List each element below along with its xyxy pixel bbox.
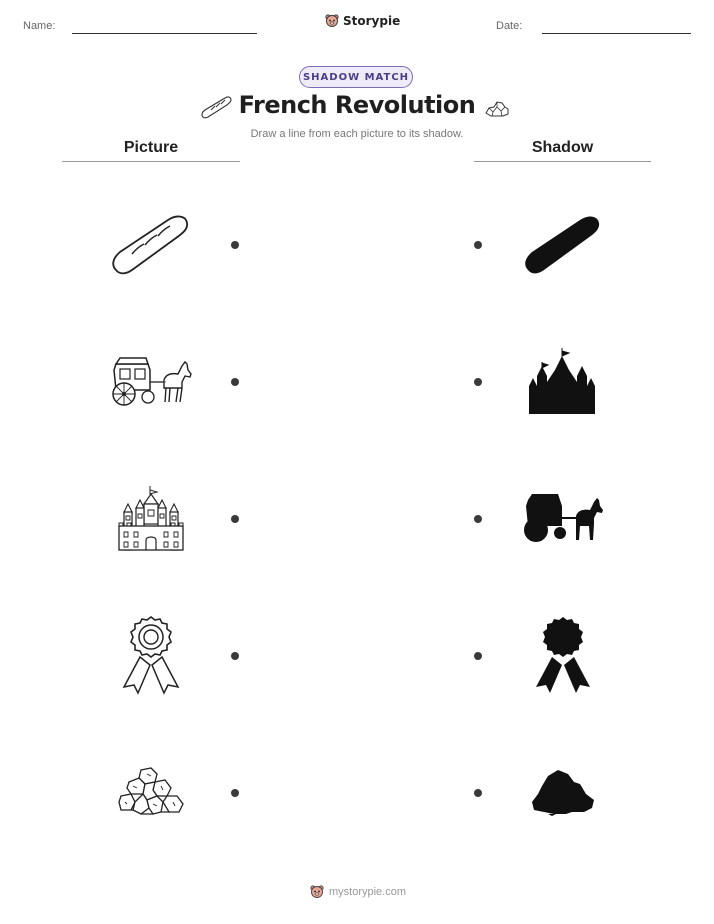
castle-shadow-icon [527, 348, 597, 416]
picture-column-divider [62, 161, 240, 162]
baguette-icon [110, 212, 190, 278]
rock-pile-decor-icon [483, 96, 511, 118]
baguette-shadow-icon [522, 212, 602, 278]
shadow-column-heading: Shadow [531, 139, 594, 156]
brand-logo [324, 13, 400, 29]
name-label: Name: [23, 20, 56, 32]
shadow-match-dot[interactable] [474, 789, 482, 797]
picture-match-dot[interactable] [231, 515, 239, 523]
horse-carriage-shadow-icon [520, 488, 606, 546]
rock-pile-icon [117, 766, 185, 818]
shadow-column-divider [474, 161, 651, 162]
award-ribbon-shadow-icon [532, 615, 594, 695]
picture-match-dot[interactable] [231, 378, 239, 386]
worksheet-type-badge: SHADOW MATCH [299, 66, 413, 88]
rock-pile-shadow-icon [528, 768, 596, 818]
shadow-match-dot[interactable] [474, 241, 482, 249]
footer [309, 884, 406, 900]
shadow-match-dot[interactable] [474, 515, 482, 523]
picture-match-dot[interactable] [231, 789, 239, 797]
page-title: French Revolution [238, 91, 476, 119]
instructions: Draw a line from each picture to its shadow. [250, 128, 464, 140]
date-field[interactable] [542, 33, 691, 34]
footer-site-link[interactable]: mystorypie.com [329, 886, 407, 898]
name-field[interactable] [72, 33, 257, 34]
date-label: Date: [496, 20, 523, 32]
picture-match-dot[interactable] [231, 652, 239, 660]
bear-mascot-icon [309, 884, 325, 900]
castle-icon [116, 486, 186, 552]
shadow-match-dot[interactable] [474, 652, 482, 660]
brand-name: Storypie [343, 14, 401, 28]
picture-column-heading: Picture [123, 139, 179, 156]
bear-mascot-icon [324, 13, 340, 29]
horse-carriage-icon [108, 352, 194, 410]
award-ribbon-icon [120, 615, 182, 695]
picture-match-dot[interactable] [231, 241, 239, 249]
shadow-match-dot[interactable] [474, 378, 482, 386]
